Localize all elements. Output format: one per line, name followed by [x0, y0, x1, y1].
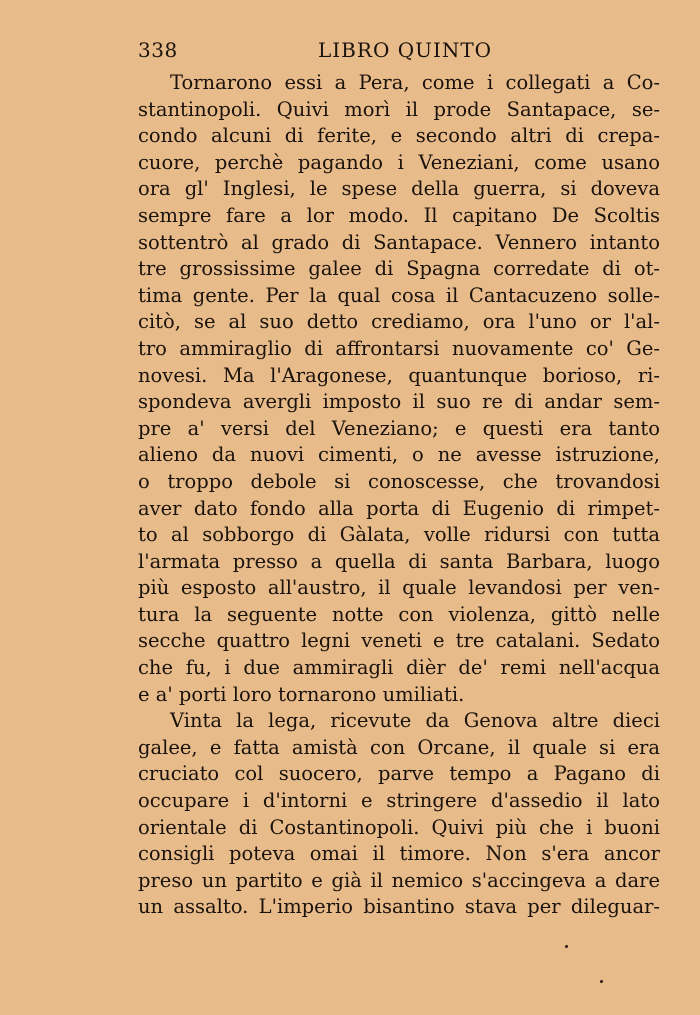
text-line: to al sobborgo di Gàlata, volle ridursi con tutta: [138, 523, 660, 547]
page-header: [136, 38, 664, 68]
print-speck: [600, 980, 603, 983]
text-line: cuore, perchè pagando i Veneziani, come usano: [138, 150, 660, 174]
paragraph: [138, 708, 660, 921]
text-line: consigli poteva omai il timore. Non s'era ancor: [138, 842, 660, 866]
text-line: stantinopoli. Quivi morì il prode Santapace, se-: [138, 97, 660, 121]
text-line: che fu, i due ammiragli dièr de' remi nell'acqua: [138, 656, 660, 680]
text-line: sempre fare a lor modo. Il capitano De Scoltis: [138, 203, 660, 227]
text-line: condo alcuni di ferite, e secondo altri di crepa-: [138, 124, 660, 148]
body-text: [138, 70, 660, 921]
text-line: ora gl' Inglesi, le spese della guerra, si doveva: [138, 177, 660, 201]
text-line: l'armata presso a quella di santa Barbara, luogo: [138, 549, 660, 573]
text-line: tro ammiraglio di affrontarsi nuovamente co' Ge-: [138, 336, 660, 360]
text-line: sottentrò al grado di Santapace. Vennero intanto: [138, 230, 660, 254]
text-line: citò, se al suo detto crediamo, ora l'uno or l'al-: [138, 310, 660, 334]
print-speck: [565, 945, 568, 948]
text-line: pre a' versi del Veneziano; e questi era tanto: [138, 416, 660, 440]
text-line: più esposto all'austro, il quale levandosi per ven-: [138, 576, 660, 600]
text-line: tura la seguente notte con violenza, gittò nelle: [138, 602, 660, 626]
running-title: LIBRO QUINTO: [318, 38, 493, 62]
text-line: cruciato col suocero, parve tempo a Pagano di: [138, 762, 660, 786]
text-line: preso un partito e già il nemico s'accingeva a dare: [138, 868, 660, 892]
text-line: occupare i d'intorni e stringere d'assedio il lato: [138, 789, 660, 813]
text-line: galee, e fatta amistà con Orcane, il quale si era: [138, 735, 660, 759]
text-line: novesi. Ma l'Aragonese, quantunque borioso, ri-: [138, 363, 660, 387]
text-line: e a' porti loro tornarono umiliati.: [138, 682, 465, 706]
text-line: aver dato fondo alla porta di Eugenio di rimpet-: [138, 496, 660, 520]
text-line: orientale di Costantinopoli. Quivi più che i buoni: [138, 815, 660, 839]
text-line: un assalto. L'imperio bisantino stava per dileguar-: [138, 895, 660, 919]
text-line: secche quattro legni veneti e tre catalani. Sedato: [138, 629, 660, 653]
text-line: tima gente. Per la qual cosa il Cantacuzeno solle-: [138, 283, 660, 307]
text-line: o troppo debole si conoscesse, che trovandosi: [138, 469, 660, 493]
text-line: alieno da nuovi cimenti, o ne avesse istruzione,: [138, 443, 660, 467]
paragraph: [138, 70, 660, 708]
page-number: 338: [138, 38, 178, 62]
text-line: Vinta la lega, ricevute da Genova altre dieci: [170, 709, 660, 733]
text-line: tre grossissime galee di Spagna corredate di ot-: [138, 257, 660, 281]
text-line: spondeva avergli imposto il suo re di andar sem-: [138, 390, 660, 414]
text-line: Tornarono essi a Pera, come i collegati a Co-: [170, 71, 660, 94]
